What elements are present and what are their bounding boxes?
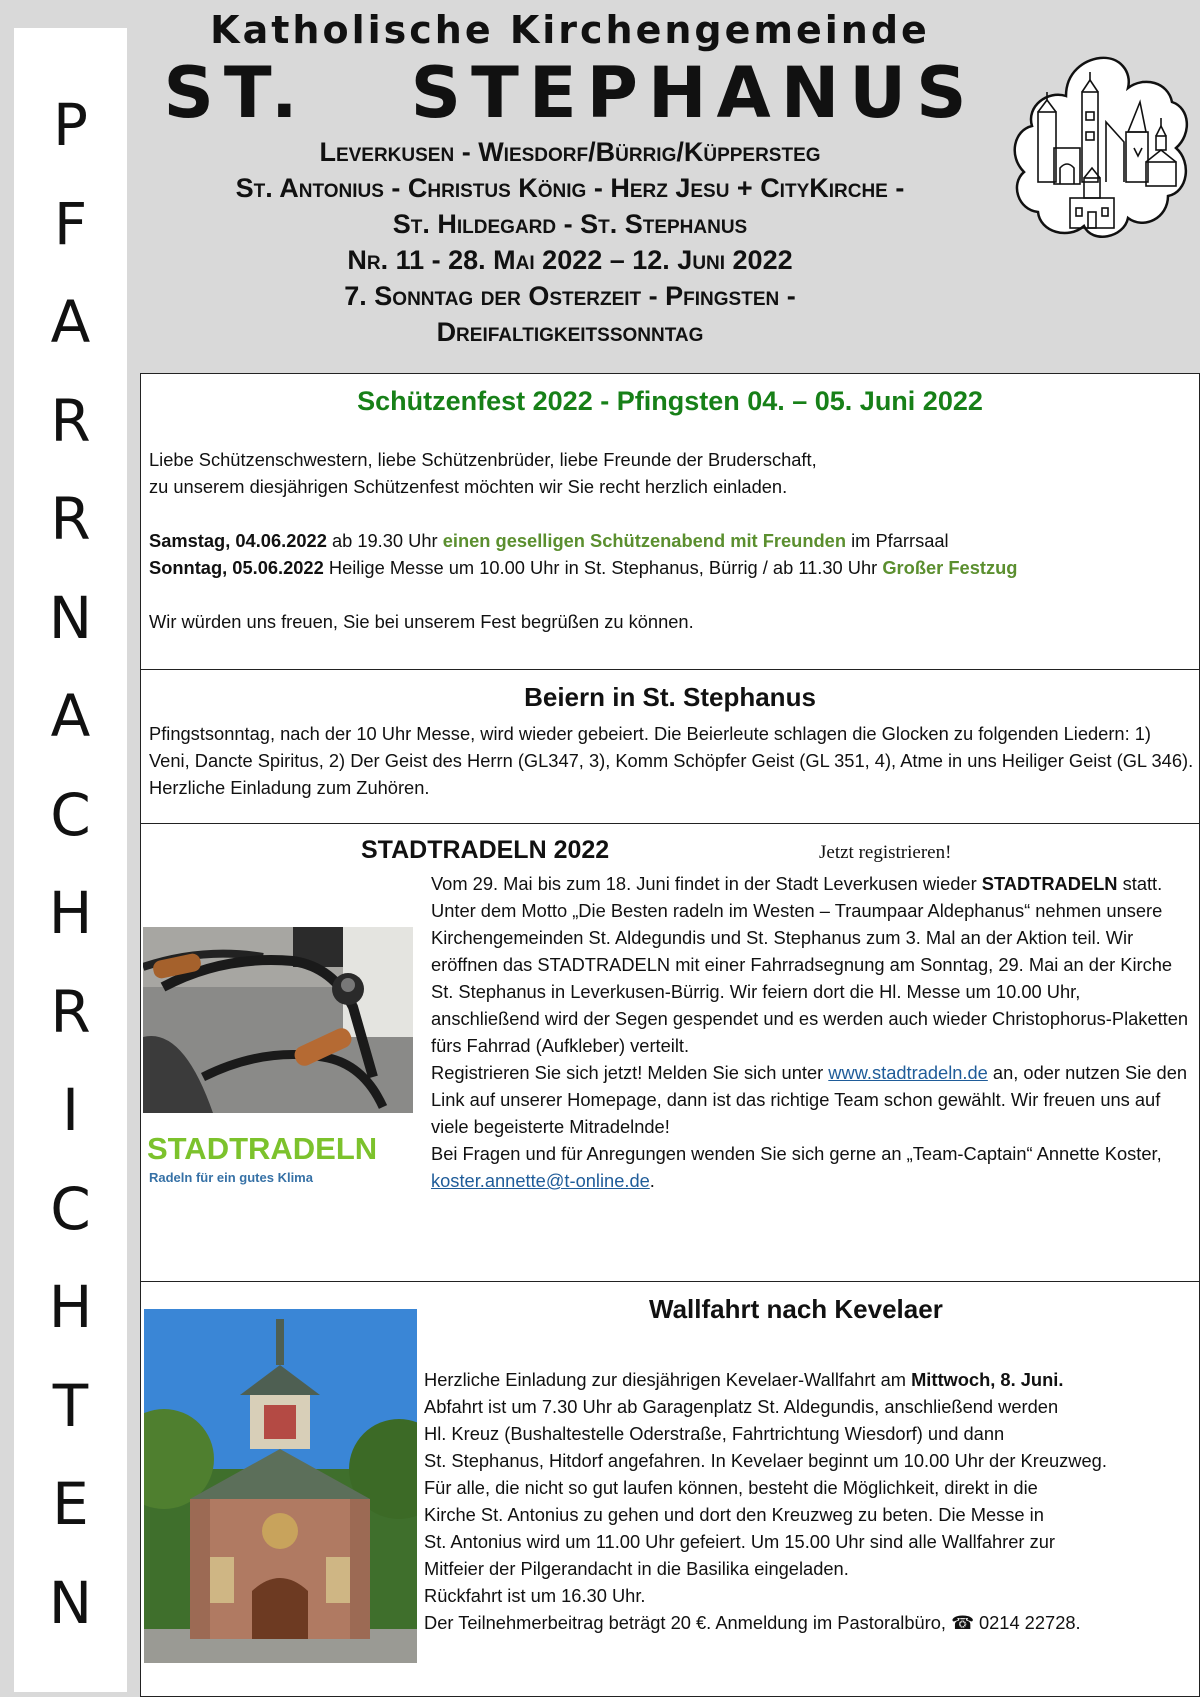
stadtradeln-paragraph: Bei Fragen und für Anregungen wenden Sie sich gerne an „Team-Captain“ Annette Koster, koster.annette@t-online.de. bbox=[431, 1143, 1162, 1191]
side-letter: N bbox=[48, 1568, 93, 1637]
sunday-text: Heilige Messe um 10.00 Uhr in St. Stephanus, Bürrig / ab 11.30 Uhr bbox=[323, 557, 883, 578]
saturday-place: im Pfarrsaal bbox=[846, 530, 949, 551]
side-letter: H bbox=[48, 1273, 93, 1342]
header-parish-label: Katholische Kirchengemeinde bbox=[210, 8, 930, 52]
stadtradeln-website-link[interactable]: www.stadtradeln.de bbox=[828, 1062, 988, 1083]
side-letter: E bbox=[52, 1470, 89, 1539]
side-letter: R bbox=[50, 485, 91, 554]
beiern-text: Pfingstsonntag, nach der 10 Uhr Messe, wird wieder gebeiert. Die Beierleute schlagen die Glocken zu folgenden Liedern: 1) Veni, Dancte Spiritus, 2) Der Geist des Herrn (GL347, 3), Komm Schöpfer Geist (GL 351, 4), Atme in uns Heiliger Geist (GL 346). Herzliche Einladung zum Zuhören. bbox=[149, 723, 1194, 798]
stadtradeln-body bbox=[431, 870, 1191, 1194]
beiern-section bbox=[140, 669, 1200, 824]
kevelaer-section bbox=[140, 1281, 1200, 1697]
stadtradeln-emphasis: STADTRADELN bbox=[981, 873, 1118, 894]
header-line: Dreifaltigkeitssonntag bbox=[436, 317, 704, 347]
kevelaer-title: Wallfahrt nach Kevelaer bbox=[649, 1294, 943, 1324]
kevelaer-line: Hl. Kreuz (Bushaltestelle Oderstraße, Fahrtrichtung Wiesdorf) und dann bbox=[424, 1423, 1005, 1444]
side-letter: P bbox=[53, 91, 88, 159]
bicycle-handlebar-photo bbox=[143, 927, 413, 1113]
intro-line: Liebe Schützenschwestern, liebe Schützenbrüder, liebe Freunde der Bruderschaft, bbox=[149, 449, 817, 470]
kevelaer-line: Abfahrt ist um 7.30 Uhr ab Garagenplatz St. Aldegundis, anschließend werden bbox=[424, 1396, 1059, 1417]
header-line: Leverkusen - Wiesdorf/Bürrig/Küppersteg bbox=[319, 137, 821, 167]
sunday-date: Sonntag, 05.06.2022 bbox=[149, 557, 324, 578]
phone-icon: ☎ bbox=[951, 1612, 974, 1633]
schuetzenfest-body bbox=[149, 446, 1189, 662]
kevelaer-body bbox=[424, 1366, 1194, 1636]
side-letter: I bbox=[61, 1076, 80, 1145]
schuetzenfest-section bbox=[140, 373, 1200, 670]
header bbox=[140, 0, 1200, 370]
side-letter: R bbox=[50, 977, 91, 1046]
side-letter: H bbox=[48, 879, 93, 948]
side-letter: F bbox=[53, 189, 88, 258]
intro-line: zu unserem diesjährigen Schützenfest möchten wir Sie recht herzlich einladen. bbox=[149, 476, 788, 497]
pilgrimage-date: Mittwoch, 8. Juni. bbox=[911, 1369, 1064, 1390]
contact-email-link[interactable]: koster.annette@t-online.de bbox=[431, 1170, 650, 1191]
beiern-title: Beiern in St. Stephanus bbox=[524, 682, 816, 712]
stadtradeln-logo-text: STADTRADELN bbox=[147, 1131, 378, 1166]
side-letter: T bbox=[52, 1371, 89, 1440]
side-letter: C bbox=[50, 780, 91, 849]
header-line: St. Antonius - Christus König - Herz Jesu + CityKirche - bbox=[235, 173, 905, 203]
saturday-event: einen geselligen Schützenabend mit Freunden bbox=[442, 530, 846, 551]
side-letter: C bbox=[50, 1174, 91, 1243]
kevelaer-line: Mitfeier der Pilgerandacht in die Basilika eingeladen. bbox=[424, 1558, 849, 1579]
kevelaer-line: Rückfahrt ist um 16.30 Uhr. bbox=[424, 1585, 646, 1606]
saturday-time: ab 19.30 Uhr bbox=[326, 530, 443, 551]
parish-churches-logo bbox=[1008, 52, 1192, 246]
header-line: Nr. 11 - 28. Mai 2022 – 12. Juni 2022 bbox=[347, 245, 793, 275]
kevelaer-line: St. Stephanus, Hitdorf angefahren. In Kevelaer beginnt um 10.00 Uhr der Kreuzweg. bbox=[424, 1450, 1107, 1471]
header-info-lines bbox=[140, 134, 1000, 350]
side-letter: A bbox=[50, 288, 91, 357]
stadtradeln-paragraph: Unter dem Motto „Die Besten radeln im Westen – Traumpaar Aldephanus“ nehmen unsere Kirchengemeinden St. Aldegundis und St. Stephanus zum 3. Mal an der Aktion teil. Wir eröffnen das STADTRADELN mit einer Fahrradsegnung am Sonntag, 29. Mai an der Kirche St. Stephanus in Leverkusen-Bürrig. Wir feiern dort die Hl. Messe um 10.00 Uhr, anschließend wird der Segen gespendet und es werden auch wieder Christophorus-Plaketten fürs Fahrrad (Aufkleber) verteilt. bbox=[431, 900, 1189, 1056]
stadtradeln-logo-subtitle: Radeln für ein gutes Klima bbox=[149, 1170, 313, 1185]
header-line: St. Hildegard - St. Stephanus bbox=[392, 209, 748, 239]
kevelaer-line: Herzliche Einladung zur diesjährigen Kevelaer-Wallfahrt am Mittwoch, 8. Juni. bbox=[424, 1369, 1064, 1390]
stadtradeln-paragraph: Vom 29. Mai bis zum 18. Juni findet in der Stadt Leverkusen wieder STADTRADELN statt. bbox=[431, 873, 1163, 894]
kevelaer-line: Für alle, die nicht so gut laufen können, besteht die Möglichkeit, direkt in die bbox=[424, 1477, 1038, 1498]
register-note: Jetzt registrieren! bbox=[819, 842, 952, 863]
header-line: 7. Sonntag der Osterzeit - Pfingsten - bbox=[344, 281, 796, 311]
side-title-strip bbox=[14, 28, 127, 1692]
stadtradeln-section bbox=[140, 823, 1200, 1282]
kevelaer-line: Kirche St. Antonius zu gehen und dort den Kreuzweg zu beten. Die Messe in bbox=[424, 1504, 1044, 1525]
stadtradeln-paragraph: Registrieren Sie sich jetzt! Melden Sie sich unter www.stadtradeln.de an, oder nutzen Sie den Link auf unserer Homepage, dann ist das richtige Team schon gewählt. Wir freuen uns auf viele begeisterte Mitradelnde! bbox=[431, 1062, 1188, 1137]
header-parish-name: ST. STEPHANUS bbox=[163, 52, 977, 134]
side-letter: N bbox=[48, 583, 93, 652]
chapel-photo bbox=[144, 1309, 417, 1663]
kevelaer-line: St. Antonius wird um 11.00 Uhr gefeiert. Um 15.00 Uhr sind alle Wallfahrer zur bbox=[424, 1531, 1055, 1552]
side-letter: R bbox=[50, 386, 91, 455]
side-letter: A bbox=[50, 682, 91, 751]
sunday-event: Großer Festzug bbox=[882, 557, 1018, 578]
stadtradeln-title: STADTRADELN 2022 bbox=[361, 836, 610, 864]
saturday-date: Samstag, 04.06.2022 bbox=[149, 530, 327, 551]
schuetzenfest-closing: Wir würden uns freuen, Sie bei unserem Fest begrüßen zu können. bbox=[149, 611, 694, 632]
kevelaer-line: Der Teilnehmerbeitrag beträgt 20 €. Anmeldung im Pastoralbüro, ☎ 0214 22728. bbox=[424, 1612, 1081, 1633]
schuetzenfest-title: Schützenfest 2022 - Pfingsten 04. – 05. Juni 2022 bbox=[357, 386, 983, 416]
